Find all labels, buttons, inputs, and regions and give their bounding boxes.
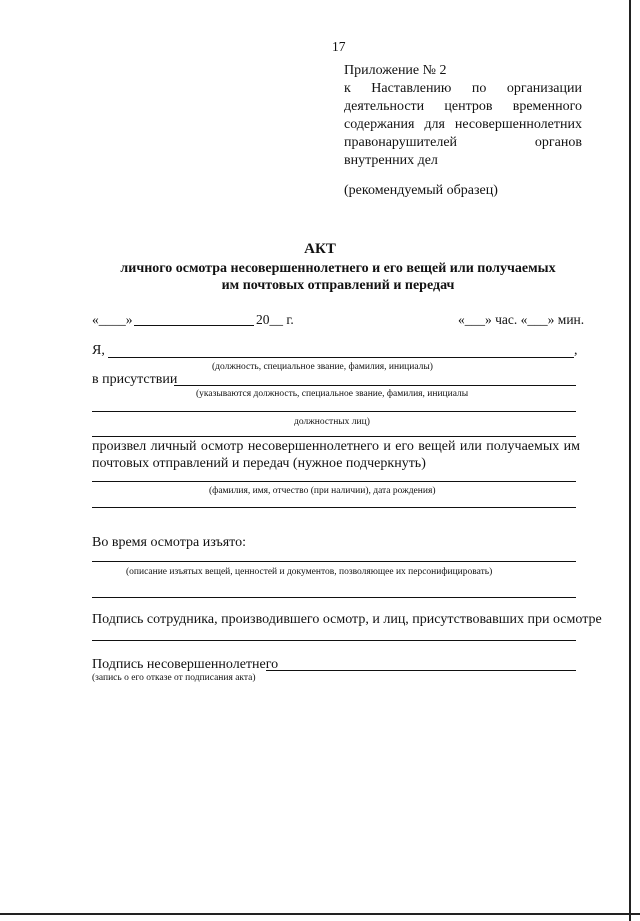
act-subtitle-line2: им почтовых отправлений и передач <box>221 278 455 293</box>
act-title: АКТ <box>304 241 336 257</box>
page-border-bottom <box>0 913 640 915</box>
minor-name-line-2 <box>92 507 576 508</box>
sample-note: (рекомендуемый образец) <box>344 183 498 198</box>
page-number: 17 <box>332 39 346 54</box>
signature-minor-line <box>266 670 576 671</box>
officer-name-line <box>108 357 574 358</box>
appendix-line: деятельности центров временного <box>344 99 582 114</box>
appendix-line: содержания для несовершеннолетних <box>344 117 582 132</box>
presence-line <box>174 385 576 386</box>
appendix-line: внутренних дел <box>344 153 438 168</box>
caption-refusal: (запись о его отказе от подписания акта) <box>92 673 256 683</box>
seized-line <box>92 561 576 562</box>
caption-officials-2: должностных лиц) <box>294 417 370 427</box>
caption-position: (должность, специальное звание, фамилия, инициалы) <box>212 362 433 372</box>
signature-minor-label: Подпись несовершеннолетнего <box>92 657 279 672</box>
comma: , <box>574 343 578 358</box>
officials-line-2 <box>92 436 576 437</box>
date-year: 20__ г. <box>256 312 294 327</box>
seized-label: Во время осмотра изъято: <box>92 535 246 550</box>
appendix-title: Приложение № 2 <box>344 63 447 78</box>
seized-line-2 <box>92 597 576 598</box>
officials-line <box>92 411 576 412</box>
page-border-right <box>629 0 631 921</box>
caption-officials: (указываются должность, специальное звание, фамилия, инициалы <box>196 389 469 399</box>
date-day: «____» <box>92 312 133 327</box>
minor-name-line <box>92 481 576 482</box>
signature-staff-line <box>92 640 576 641</box>
date-month-line <box>134 325 254 326</box>
appendix-line: правонарушителей органов <box>344 135 582 150</box>
caption-name: (фамилия, имя, отчество (при наличии), дата рождения) <box>209 486 436 496</box>
presence-label: в присутствии <box>92 372 178 387</box>
appendix-line: к Наставлению по организации <box>344 81 582 96</box>
performed-text-2: почтовых отправлений и передач (нужное подчеркнуть) <box>92 456 426 471</box>
signature-staff-label: Подпись сотрудника, производившего осмотр, и лиц, присутствовавших при осмотре <box>92 612 602 627</box>
act-subtitle-line1: личного осмотра несовершеннолетнего и его вещей или получаемых <box>120 261 556 276</box>
date-time: «___» час. «___» мин. <box>458 312 585 327</box>
ya-label: Я, <box>92 343 105 358</box>
caption-seized: (описание изъятых вещей, ценностей и документов, позволяющее их персонифицировать) <box>126 567 493 577</box>
appendix-block <box>344 62 582 200</box>
performed-text-1: произвел личный осмотр несовершеннолетнего и его вещей или получаемых им <box>92 439 580 454</box>
